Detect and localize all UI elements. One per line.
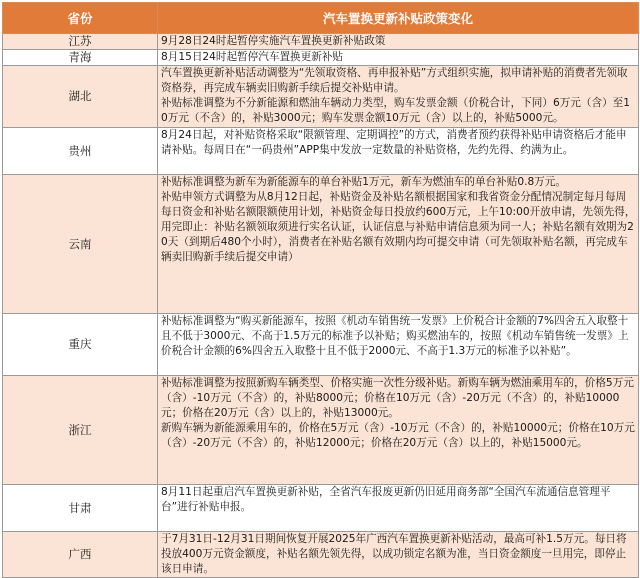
province-cell: 江苏	[3, 34, 158, 50]
policy-cell	[158, 485, 639, 532]
header-policy: 汽车置换更新补贴政策变化	[158, 3, 639, 34]
policy-text: 补贴标准调整为新车为新能源车的单台补贴1万元，新车为燃油车的单台补贴0.8万元。	[161, 176, 566, 188]
province-cell: 浙江	[3, 376, 158, 485]
province-cell: 贵州	[3, 128, 158, 175]
table-row	[3, 175, 639, 314]
table-row	[3, 128, 639, 175]
header-province: 省份	[3, 3, 158, 34]
policy-text: 汽车置换更新补贴活动调整为“先领取资格、再申报补贴”方式组织实施，拟申请补贴的消费者先领取资格券，再完成车辆卖旧购新手续后提交补贴申请。	[161, 67, 628, 94]
policy-cell	[158, 175, 639, 314]
province-cell: 青海	[3, 50, 158, 66]
policy-text: 补贴标准调整为不分新能源和燃油车辆动力类型，购车发票金额（价税合计，下同）6万元（含）至10万元（不含）的，补贴3000元；购车发票金额10万元（含）以上的，补贴5000元。	[161, 97, 631, 124]
policy-text: 于7月31日-12月31日期间恢复开展2025年广西汽车置换更新补贴活动，最高可补1.5万元。每日将投放400万元资金额度，补贴名额先领先得，以成功锁定名额为准，当日资金额度一旦用完，即停止该日申请。	[161, 533, 627, 575]
policy-text: 新购车辆为新能源乘用车的，价格在5万元（含）-10万元（不含）的，补贴10000元；价格在10万元（含）-20万元（不含）的，补贴12000元；价格在20万元（含）以上的，补贴15000元。	[161, 422, 635, 449]
policy-text: 8月11日起重启汽车置换更新补贴，全省汽车报废更新仍旧延用商务部“全国汽车流通信息管理平台”进行补贴申报。	[161, 486, 611, 513]
policy-cell	[158, 128, 639, 175]
table-row	[3, 66, 639, 128]
policy-text: 8月24日起，对补贴资格采取“限额管理、定期调控”的方式，消费者预约获得补贴申请资格后才能申请补贴。每周日在“一码贵州”APP集中发放一定数量的补贴资格，先约先得、约满为止。	[161, 129, 627, 156]
table-row	[3, 50, 639, 66]
policy-cell	[158, 34, 639, 50]
province-cell: 广西	[3, 532, 158, 578]
policy-text: 补贴申领方式调整为从8月12日起，补贴资金及补贴名额根据国家和我省资金分配情况制定每月每周每日资金和补贴名额限额使用计划，补贴资金每日投放约600万元，上午10:00开放申请，先领先得，用完即止：补贴名额领取须进行实名认证，认证信息与补贴申请信息须为同一人；补贴名额有效期为20天（到期后480个小时），消费者在补贴名额有效期内均可提交申请（可先领取补贴名额，再完成车辆卖旧购新手续后提交申请）	[161, 191, 636, 263]
policy-text: 补贴标准调整为“购买新能源车，按照《机动车销售统一发票》上价税合计金额的7%四舍五入取整十且不低于3000元、不高于1.5万元的标准予以补贴；购买燃油车的，按照《机动车销售统一发票》上价税合计金额的6%四舍五入取整十且不低于2000元、不高于1.3万元的标准予以补贴”。	[161, 315, 629, 357]
province-cell: 甘肃	[3, 485, 158, 532]
province-cell: 云南	[3, 175, 158, 314]
policy-table	[2, 2, 639, 578]
policy-cell	[158, 532, 639, 578]
province-cell: 重庆	[3, 314, 158, 376]
policy-cell	[158, 66, 639, 128]
table-row	[3, 314, 639, 376]
policy-text: 9月28日24时起暂停实施汽车置换更新补贴政策	[161, 35, 386, 47]
table-row	[3, 485, 639, 532]
table-row	[3, 376, 639, 485]
table-row	[3, 532, 639, 578]
table-row	[3, 34, 639, 50]
policy-cell	[158, 314, 639, 376]
policy-text: 8月15日24时起暂停汽车置换更新补贴	[161, 51, 344, 63]
policy-cell	[158, 376, 639, 485]
policy-text: 补贴标准调整为按照新购车辆类型、价格实施一次性分级补贴。新购车辆为燃油乘用车的，价格5万元（含）-10万元（不含）的，补贴8000元；价格在10万元（含）-20万元（不含）的，补贴10000元；价格在20万元（含）以上的，补贴13000元。	[161, 377, 634, 419]
table-header-row	[3, 3, 639, 34]
policy-cell	[158, 50, 639, 66]
province-cell: 湖北	[3, 66, 158, 128]
